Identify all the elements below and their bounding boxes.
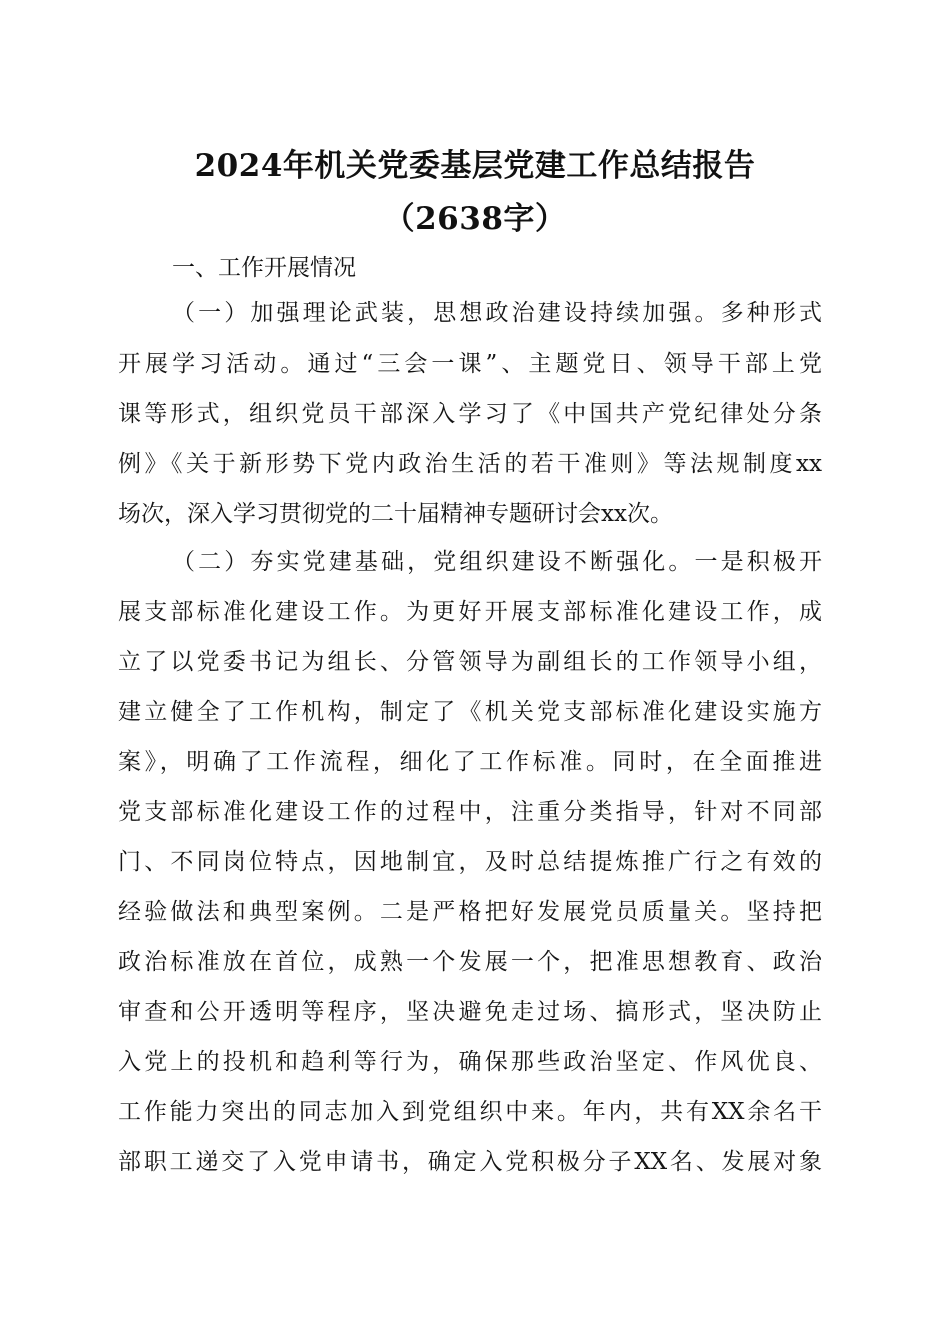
- paragraph-line: （一）加强理论武装，思想政治建设持续加强。多种形式: [172, 300, 822, 326]
- document-subtitle: （2638字）: [383, 201, 567, 237]
- paragraph-line: 开展学习活动。通过“三会一课”、主题党日、领导干部上党: [118, 351, 822, 377]
- paragraph-line: 政治标准放在首位，成熟一个发展一个，把准思想教育、政治: [118, 949, 822, 975]
- paragraph-line: 入党上的投机和趋利等行为，确保那些政治坚定、作风优良、: [118, 1049, 822, 1075]
- section-heading: 一、工作开展情况: [172, 255, 356, 281]
- paragraph-line: 案》，明确了工作流程，细化了工作标准。同时，在全面推进: [118, 749, 822, 775]
- paragraph-line: 部职工递交了入党申请书，确定入党积极分子XX名、发展对象: [118, 1149, 822, 1175]
- paragraph-line: 课等形式，组织党员干部深入学习了《中国共产党纪律处分条: [118, 401, 822, 427]
- paragraph-line: 经验做法和典型案例。二是严格把好发展党员质量关。坚持把: [118, 899, 822, 925]
- paragraph-line: 展支部标准化建设工作。为更好开展支部标准化建设工作，成: [118, 599, 822, 625]
- paragraph-line: 场次，深入学习贯彻党的二十届精神专题研讨会xx次。: [118, 501, 673, 527]
- paragraph-line: 工作能力突出的同志加入到党组织中来。年内，共有XX余名干: [118, 1099, 822, 1125]
- paragraph-line: （二）夯实党建基础，党组织建设不断强化。一是积极开: [172, 549, 822, 575]
- paragraph-line: 建立健全了工作机构，制定了《机关党支部标准化建设实施方: [118, 699, 822, 725]
- paragraph-line: 党支部标准化建设工作的过程中，注重分类指导，针对不同部: [118, 799, 822, 825]
- paragraph-line: 立了以党委书记为组长、分管领导为副组长的工作领导小组，: [118, 649, 822, 675]
- document-title: 2024年机关党委基层党建工作总结报告: [194, 148, 756, 184]
- paragraph-line: 审查和公开透明等程序，坚决避免走过场、搞形式，坚决防止: [118, 999, 822, 1025]
- paragraph-line: 门、不同岗位特点，因地制宜，及时总结提炼推广行之有效的: [118, 849, 822, 875]
- paragraph-line: 例》《关于新形势下党内政治生活的若干准则》等法规制度xx: [118, 451, 822, 477]
